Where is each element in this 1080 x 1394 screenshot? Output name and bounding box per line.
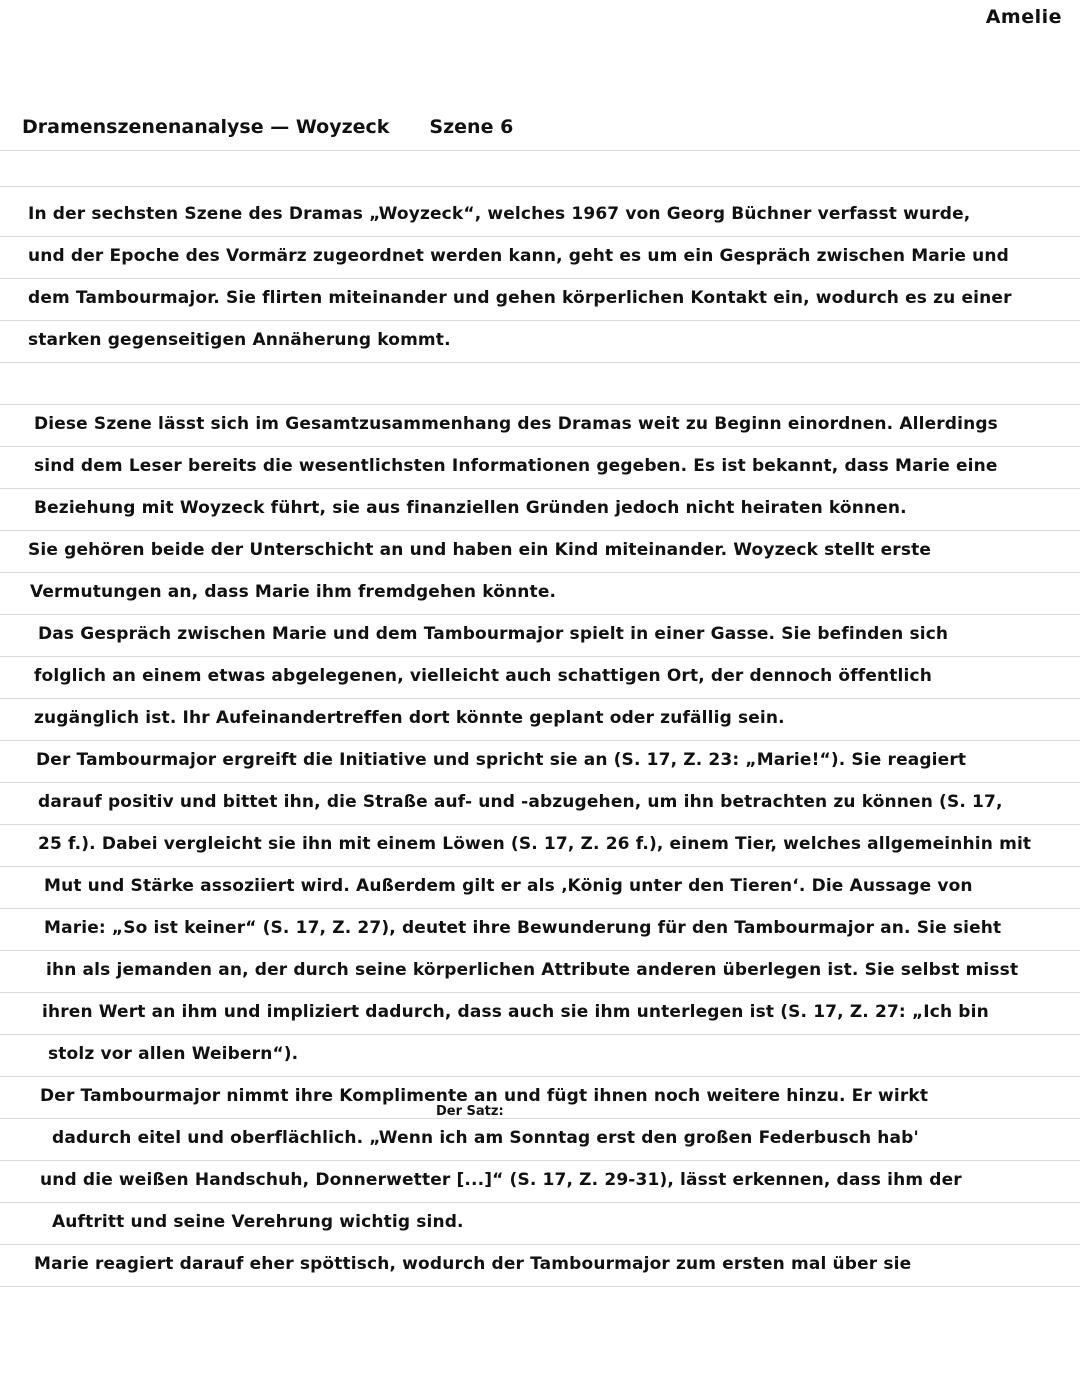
ruled-line — [0, 362, 1080, 363]
text-line: starken gegenseitigen Annäherung kommt. — [28, 330, 451, 350]
text-line: und die weißen Handschuh, Donnerwetter [...]“ (S. 17, Z. 29-31), lässt erkennen, dass ihm der — [40, 1170, 962, 1190]
text-line: dadurch eitel und oberflächlich. „Wenn ich am Sonntag erst den großen Federbusch hab' — [52, 1128, 919, 1148]
author-name: Amelie — [985, 6, 1062, 28]
ruled-line — [0, 1202, 1080, 1203]
text-line: dem Tambourmajor. Sie flirten miteinander und gehen körperlichen Kontakt ein, wodurch es zu einer — [28, 288, 1012, 308]
ruled-line — [0, 236, 1080, 237]
ruled-line — [0, 150, 1080, 151]
ruled-line — [0, 740, 1080, 741]
text-line: Marie: „So ist keiner“ (S. 17, Z. 27), deutet ihre Bewunderung für den Tambourmajor an. Sie sieht — [44, 918, 1002, 938]
ruled-line — [0, 1118, 1080, 1119]
ruled-line — [0, 404, 1080, 405]
ruled-line — [0, 1160, 1080, 1161]
text-line: 25 f.). Dabei vergleicht sie ihn mit einem Löwen (S. 17, Z. 26 f.), einem Tier, welches allgemeinhin mit — [38, 834, 1032, 854]
document-title: Dramenszenenanalyse — Woyzeck — [22, 116, 390, 138]
ruled-line — [0, 698, 1080, 699]
ruled-line — [0, 1076, 1080, 1077]
text-line: und der Epoche des Vormärz zugeordnet werden kann, geht es um ein Gespräch zwischen Marie und — [28, 246, 1009, 266]
ruled-line — [0, 446, 1080, 447]
ruled-line — [0, 992, 1080, 993]
page-header — [22, 116, 513, 138]
ruled-line — [0, 186, 1080, 187]
text-line: Der Tambourmajor nimmt ihre Komplimente an und fügt ihnen noch weitere hinzu. Er wirkt — [40, 1086, 929, 1106]
text-line: Das Gespräch zwischen Marie und dem Tambourmajor spielt in einer Gasse. Sie befinden sich — [38, 624, 949, 644]
text-line: folglich an einem etwas abgelegenen, vielleicht auch schattigen Ort, der dennoch öffentlich — [34, 666, 932, 686]
insertion-note: Der Satz: — [436, 1104, 504, 1119]
ruled-line — [0, 1244, 1080, 1245]
text-line: Marie reagiert darauf eher spöttisch, wodurch der Tambourmajor zum ersten mal über sie — [34, 1254, 912, 1274]
ruled-line — [0, 1034, 1080, 1035]
text-line: Vermutungen an, dass Marie ihm fremdgehen könnte. — [30, 582, 557, 602]
text-line: ihn als jemanden an, der durch seine körperlichen Attribute anderen überlegen ist. Sie selbst misst — [46, 960, 1019, 980]
text-line: Auftritt und seine Verehrung wichtig sind. — [52, 1212, 464, 1232]
text-line: Diese Szene lässt sich im Gesamtzusammenhang des Dramas weit zu Beginn einordnen. Allerdings — [34, 414, 998, 434]
scene-label: Szene 6 — [429, 116, 514, 138]
text-line: In der sechsten Szene des Dramas „Woyzeck“, welches 1967 von Georg Büchner verfasst wurde, — [28, 204, 971, 224]
ruled-line — [0, 1286, 1080, 1287]
text-line: Der Tambourmajor ergreift die Initiative und spricht sie an (S. 17, Z. 23: „Marie!“). Sie reagiert — [36, 750, 967, 770]
ruled-line — [0, 782, 1080, 783]
ruled-line — [0, 656, 1080, 657]
ruled-line — [0, 950, 1080, 951]
ruled-line — [0, 908, 1080, 909]
ruled-line — [0, 530, 1080, 531]
text-line: darauf positiv und bittet ihn, die Straße auf- und -abzugehen, um ihn betrachten zu können (S. 17, — [38, 792, 1003, 812]
text-line: Mut und Stärke assoziiert wird. Außerdem gilt er als ‚König unter den Tieren‘. Die Aussage von — [44, 876, 973, 896]
ruled-line — [0, 320, 1080, 321]
ruled-line — [0, 278, 1080, 279]
text-line: zugänglich ist. Ihr Aufeinandertreffen dort könnte geplant oder zufällig sein. — [34, 708, 785, 728]
text-line: Beziehung mit Woyzeck führt, sie aus finanziellen Gründen jedoch nicht heiraten können. — [34, 498, 907, 518]
text-line: stolz vor allen Weibern“). — [48, 1044, 299, 1064]
text-line: Sie gehören beide der Unterschicht an und haben ein Kind miteinander. Woyzeck stellt erste — [28, 540, 932, 560]
text-line: sind dem Leser bereits die wesentlichsten Informationen gegeben. Es ist bekannt, dass Marie eine — [34, 456, 998, 476]
ruled-line — [0, 866, 1080, 867]
ruled-line — [0, 572, 1080, 573]
text-line: ihren Wert an ihm und impliziert dadurch, dass auch sie ihm unterlegen ist (S. 17, Z. 27: „Ich bin — [42, 1002, 989, 1022]
ruled-line — [0, 824, 1080, 825]
ruled-line — [0, 488, 1080, 489]
ruled-line — [0, 614, 1080, 615]
